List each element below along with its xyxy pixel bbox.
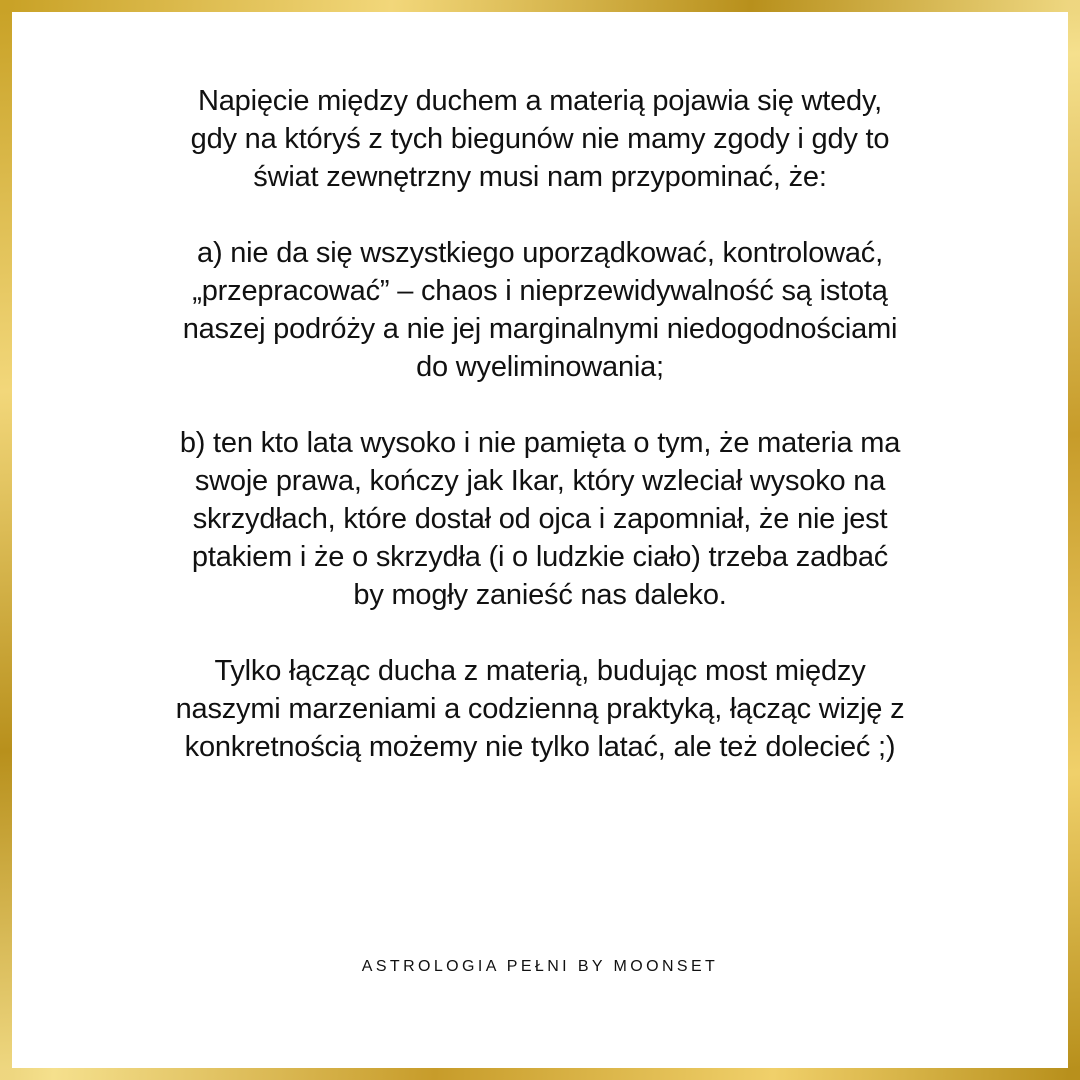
- text-line: konkretnością możemy nie tylko latać, ale też dolecieć ;): [184, 731, 896, 763]
- text-line: „przepracować” – chaos i nieprzewidywalność są istotą: [192, 275, 888, 307]
- text-line: b) ten kto lata wysoko i nie pamięta o tym, że materia ma: [179, 427, 901, 459]
- paragraph-intro: [60, 82, 1020, 196]
- text-line: Napięcie między duchem a materią pojawia się wtedy,: [198, 85, 882, 117]
- text-line: Tylko łącząc ducha z materią, budując most między: [214, 655, 866, 687]
- text-line: a) nie da się wszystkiego uporządkować, kontrolować,: [197, 237, 883, 269]
- text-line: naszej podróży a nie jej marginalnymi niedogodnościami: [182, 313, 898, 345]
- text-line: świat zewnętrzny musi nam przypominać, że:: [253, 161, 827, 193]
- text-line: swoje prawa, kończy jak Ikar, który wzleciał wysoko na: [194, 465, 886, 497]
- text-line: do wyeliminowania;: [416, 351, 664, 383]
- paragraph-conclusion: [60, 652, 1020, 766]
- text-line: by mogły zanieść nas daleko.: [353, 579, 727, 611]
- text-line: skrzydłach, które dostał od ojca i zapomniał, że nie jest: [192, 503, 888, 535]
- paragraph-point-b: [60, 424, 1020, 614]
- paragraph-point-a: [60, 234, 1020, 386]
- quote-text: [60, 82, 1020, 766]
- text-line: ptakiem i że o skrzydła (i o ludzkie ciało) trzeba zadbać: [191, 541, 889, 573]
- text-line: naszymi marzeniami a codzienną praktyką, łącząc wizję z: [175, 693, 905, 725]
- brand-signature: ASTROLOGIA PEŁNI BY MOONSET: [361, 958, 719, 975]
- text-line: gdy na któryś z tych biegunów nie mamy zgody i gdy to: [190, 123, 890, 155]
